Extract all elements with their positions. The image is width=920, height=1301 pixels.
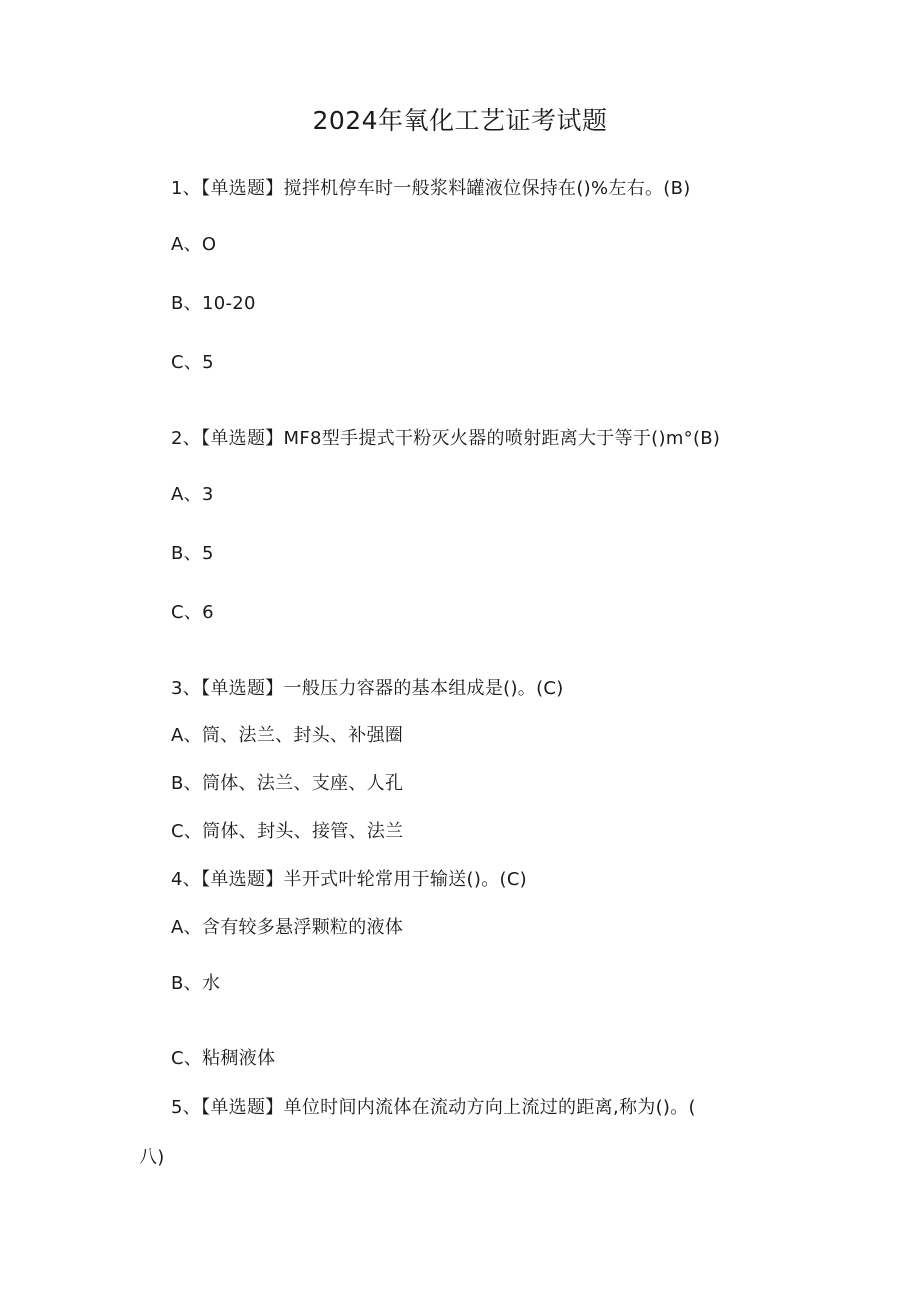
question-3-option-c: C、筒体、封头、接管、法兰	[171, 821, 404, 842]
question-5-stem-continued: 八)	[139, 1147, 165, 1168]
question-1-option-a: A、O	[171, 234, 217, 255]
question-4-option-c: C、粘稠液体	[171, 1048, 276, 1069]
question-1-option-b: B、10-20	[171, 293, 256, 314]
question-4-option-a: A、含有较多悬浮颗粒的液体	[171, 917, 404, 938]
document-title: 2024年氧化工艺证考试题	[312, 106, 608, 135]
question-2-option-c: C、6	[171, 602, 214, 623]
question-2-option-b: B、5	[171, 543, 214, 564]
question-1-option-c: C、5	[171, 352, 214, 373]
question-3-option-b: B、筒体、法兰、支座、人孔	[171, 773, 404, 794]
question-2-option-a: A、3	[171, 484, 214, 505]
question-3-stem: 3、【单选题】一般压力容器的基本组成是()。(C)	[171, 678, 564, 699]
question-4-option-b: B、水	[171, 973, 221, 994]
question-5-stem: 5、【单选题】单位时间内流体在流动方向上流过的距离,称为()。(	[171, 1097, 696, 1118]
question-3-option-a: A、筒、法兰、封头、补强圈	[171, 725, 404, 746]
question-4-stem: 4、【单选题】半开式叶轮常用于输送()。(C)	[171, 869, 528, 890]
question-2-stem: 2、【单选题】MF8型手提式干粉灭火器的喷射距离大于等于()m°(B)	[171, 428, 721, 449]
question-1-stem: 1、【单选题】搅拌机停车时一般浆料罐液位保持在()%左右。(B)	[171, 178, 691, 199]
